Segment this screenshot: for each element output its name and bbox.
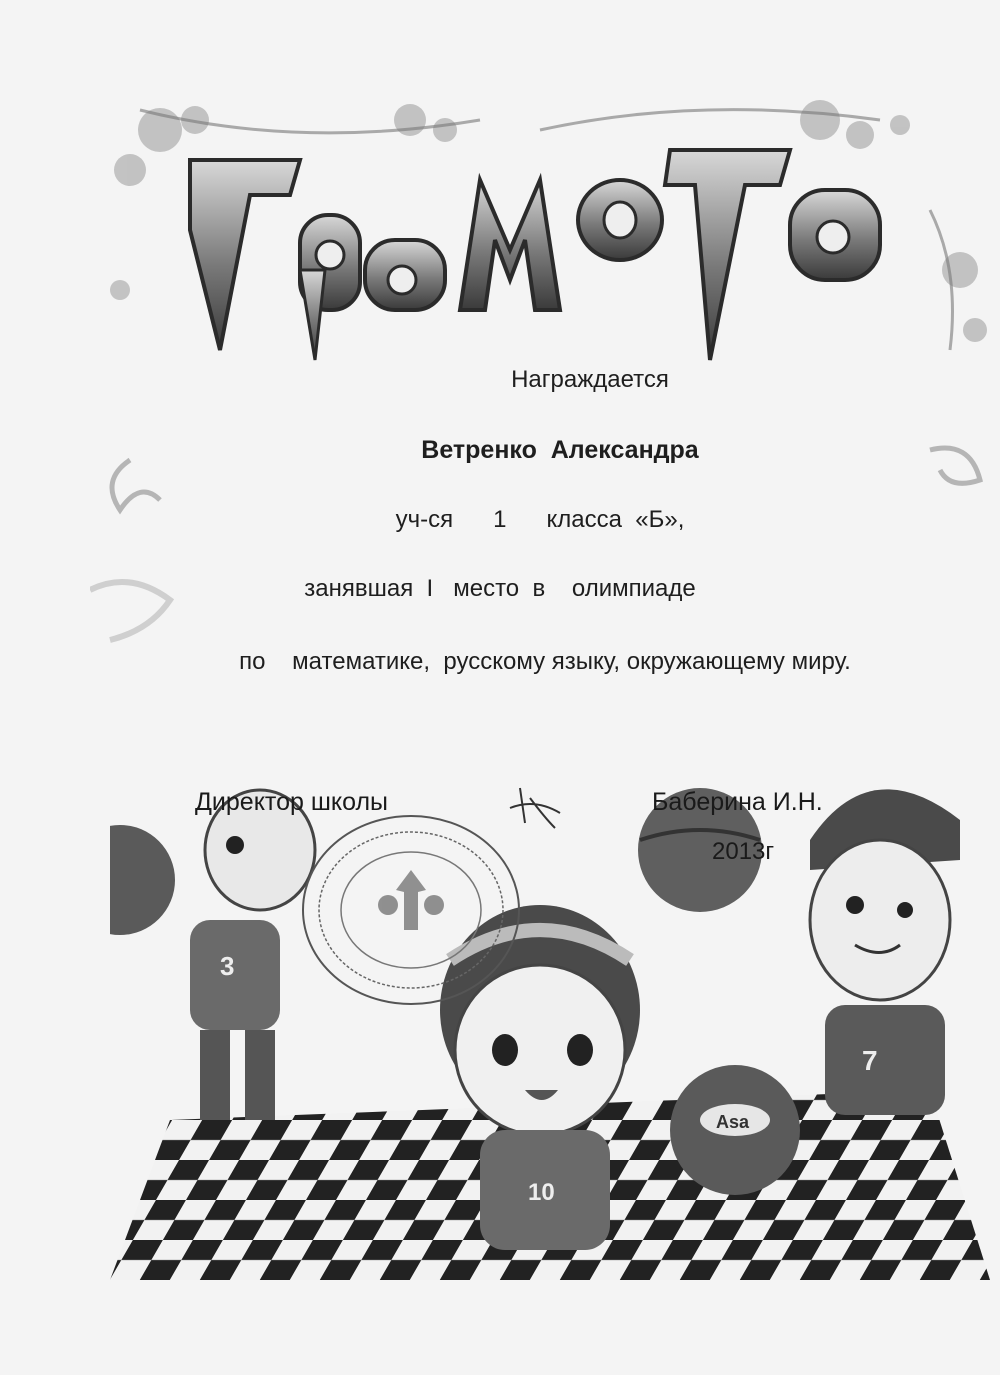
year-text: 2013г: [712, 838, 775, 865]
awarded-label: Награждается: [511, 366, 669, 393]
school-seal: [296, 810, 526, 1015]
jersey-number-center: 10: [528, 1179, 555, 1206]
floral-border-left: [90, 440, 210, 660]
ball-label: Asa: [716, 1112, 750, 1132]
title-graphic: [150, 120, 910, 370]
signatory-name: Баберина И.Н.: [652, 788, 823, 816]
subjects-line: по математике, русскому языку, окружающему миру.: [239, 648, 851, 675]
class-line: уч-ся 1 класса «Б»,: [395, 506, 685, 533]
recipient-name: Ветренко Александра: [421, 436, 699, 464]
director-label: Директор школы: [195, 788, 389, 816]
place-line: занявшая I место в олимпиаде: [304, 575, 696, 602]
jersey-number-left: 3: [220, 951, 235, 981]
jersey-number-right: 7: [862, 1045, 878, 1076]
